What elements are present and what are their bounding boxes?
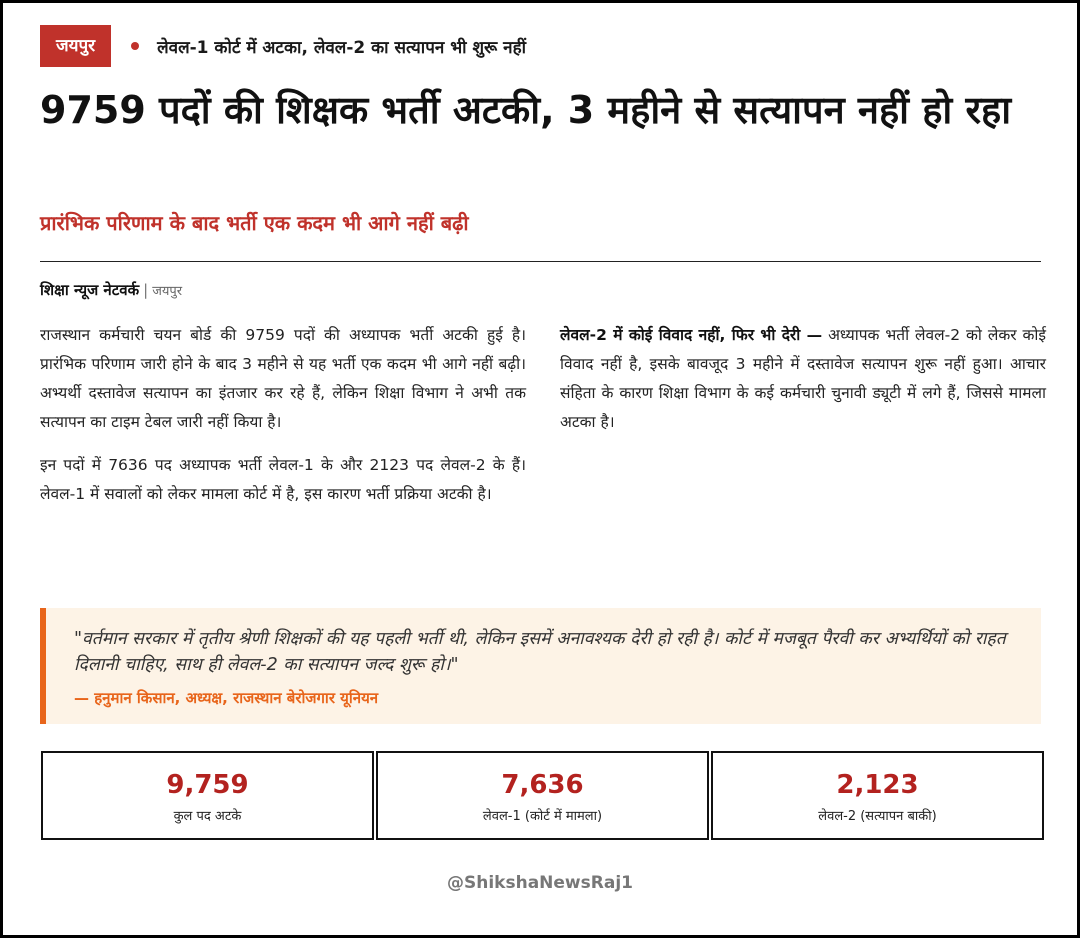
- stat-box-total: [41, 751, 374, 840]
- stat-label: लेवल-2 (सत्यापन बाकी): [818, 809, 937, 824]
- social-handle: @ShikshaNewsRaj1: [447, 873, 633, 893]
- body-paragraph: राजस्थान कर्मचारी चयन बोर्ड की 9759 पदों की अध्यापक भर्ती अटकी हुई है। प्रारंभिक परिणाम जारी होने के बाद 3 महीने से यह भर्ती एक कदम भी आगे नहीं बढ़ी। अभ्यर्थी दस्तावेज सत्यापन का इंतजार कर रहे हैं, लेकिन शिक्षा विभाग ने अभी तक सत्यापन का टाइम टेबल जारी नहीं किया है।: [40, 326, 526, 431]
- article-card: [3, 3, 1077, 935]
- body-paragraph: इन पदों में 7636 पद अध्यापक भर्ती लेवल-1 के और 2123 पद लेवल-2 के हैं। लेवल-1 में सवालों को लेकर मामला कोर्ट में है, इस कारण भर्ती प्रक्रिया अटकी है।: [40, 456, 526, 503]
- divider: [40, 261, 1041, 262]
- stat-label: लेवल-1 (कोर्ट में मामला): [482, 809, 603, 824]
- kicker-text: लेवल-1 कोर्ट में अटका, लेवल-2 का सत्यापन भी शुरू नहीं: [157, 37, 527, 58]
- stats-row: [41, 751, 1046, 840]
- byline-separator: |: [143, 281, 149, 299]
- subheadline: प्रारंभिक परिणाम के बाद भर्ती एक कदम भी आगे नहीं बढ़ी: [40, 211, 469, 235]
- stat-box-level2: [711, 751, 1044, 840]
- body-column-right: [560, 321, 1046, 451]
- stat-label: कुल पद अटके: [173, 809, 242, 824]
- stat-box-level1: [376, 751, 709, 840]
- bullet-dot-icon: [131, 42, 139, 50]
- pull-quote: [40, 608, 1041, 724]
- stat-value: 7,636: [501, 770, 584, 800]
- body-column-left: [40, 321, 526, 523]
- paragraph-lead: लेवल-2 में कोई विवाद नहीं, फिर भी देरी —: [560, 326, 823, 344]
- quote-attribution: — हनुमान किसान, अध्यक्ष, राजस्थान बेरोजगार यूनियन: [74, 689, 379, 707]
- headline: 9759 पदों की शिक्षक भर्ती अटकी, 3 महीने से सत्यापन नहीं हो रहा: [40, 88, 1012, 132]
- byline: [40, 280, 182, 300]
- kicker-row: [40, 25, 526, 67]
- quote-text: "वर्तमान सरकार में तृतीय श्रेणी शिक्षकों की यह पहली भर्ती थी, लेकिन इसमें अनावश्यक देरी हो रही है। कोर्ट में मजबूत पैरवी कर अभ्यर्थियों को राहत दिलानी चाहिए, साथ ही लेवल-2 का सत्यापन जल्द शुरू हो।": [74, 629, 1006, 675]
- stat-value: 2,123: [836, 770, 919, 800]
- location-tag: जयपुर: [40, 25, 111, 67]
- stat-value: 9,759: [166, 770, 249, 800]
- byline-author: शिक्षा न्यूज नेटवर्क: [40, 281, 140, 299]
- body-paragraph-right: [560, 321, 1046, 437]
- byline-place: जयपुर: [152, 284, 183, 299]
- paragraph-text: अध्यापक भर्ती लेवल-2 को लेकर कोई विवाद नहीं है, इसके बावजूद 3 महीने में दस्तावेज सत्यापन शुरू नहीं हुआ। आचार संहिता के कारण शिक्षा विभाग के कई कर्मचारी चुनावी ड्यूटी में लगे हैं, जिससे मामला अटका है।: [560, 326, 1047, 431]
